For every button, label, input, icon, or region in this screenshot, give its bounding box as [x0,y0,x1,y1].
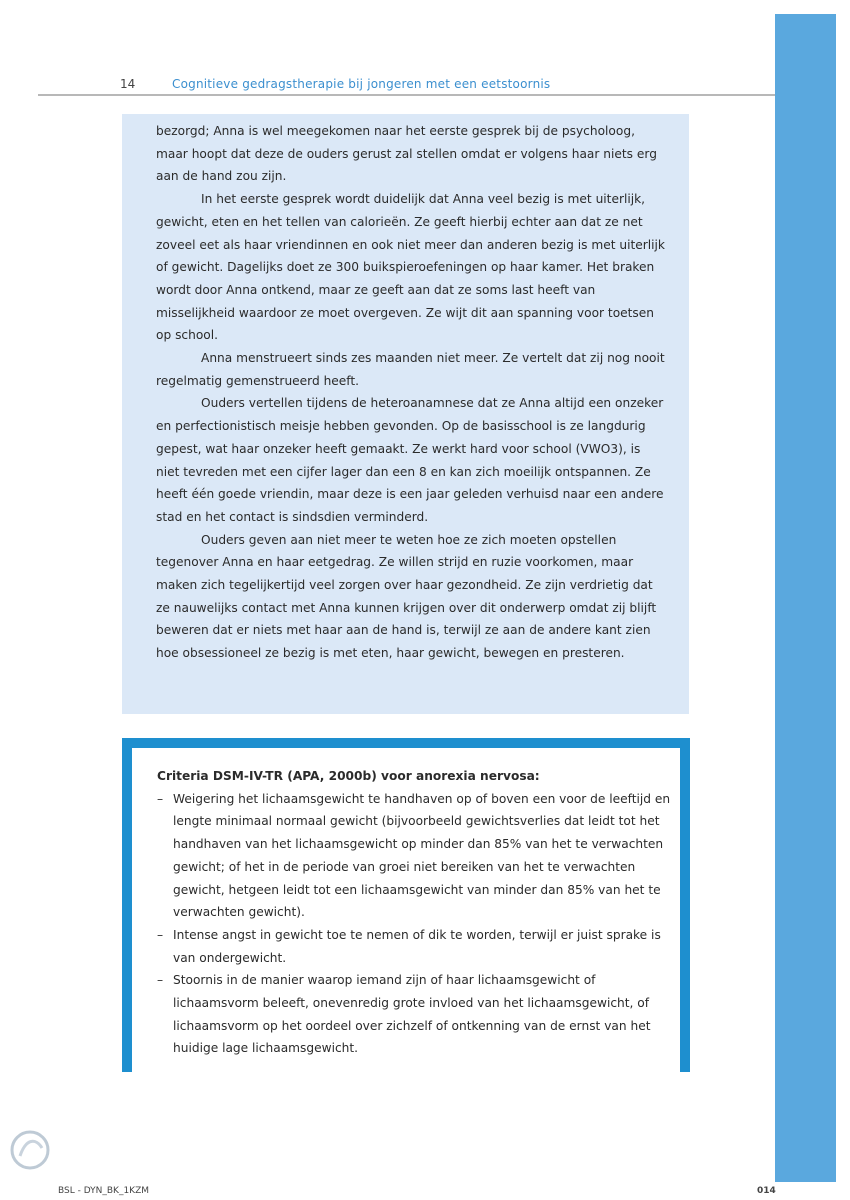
criteria-list [157,788,672,1060]
case-paragraph: In het eerste gesprek wordt duidelijk dat Anna veel bezig is met uiterlijk, gewicht, eten en het tellen van calorieën. Ze geeft hierbij echter aan dat ze net zoveel eet als haar vriendinnen en ook niet meer dan anderen bezig is met uiterlijk of gewicht. Dagelijks doet ze 300 buikspieroefeningen op haar kamer. Het braken wordt door Anna ontkend, maar ze geeft aan dat ze soms last heeft van misselijkheid waardoor ze moet overgeven. Ze wijt dit aan spanning voor toetsen op school. [156,192,665,343]
criteria-box-left-border [122,738,132,1072]
criteria-item [157,969,672,1060]
criteria-box-right-border [680,738,690,1072]
criteria-item-text: Stoornis in de manier waarop iemand zijn of haar lichaamsgewicht of lichaamsvorm beleeft, onevenredig grote invloed van het lichaamsgewicht, of lichaamsvorm op het oordeel over zichzelf of ontkenning van de ernst van het huidige lage lichaamsgewicht. [173,973,651,1056]
dash-bullet: – [157,791,164,806]
case-paragraph: bezorgd; Anna is wel meegekomen naar het eerste gesprek bij de psycholoog, maar hoopt dat deze de ouders gerust zal stellen omdat er volgens haar niets erg aan de hand zou zijn. [156,124,657,184]
criteria-box-top-border [122,738,690,748]
running-title: Cognitieve gedragstherapie bij jongeren met een eetstoornis [172,77,551,91]
page-header [120,74,760,94]
watermark-logo-icon [8,1128,52,1172]
header-divider [38,94,775,96]
criteria-item-text: Intense angst in gewicht toe te nemen of dik te worden, terwijl er juist sprake is van ondergewicht. [173,927,661,965]
criteria-box [122,738,690,1072]
footer-code: BSL - DYN_BK_1KZM [58,1186,150,1196]
criteria-item [157,924,672,969]
criteria-title: Criteria DSM-IV-TR (APA, 2000b) voor anorexia nervosa: [157,769,540,783]
dash-bullet: – [157,973,164,988]
footer-page-code: 014 [757,1186,776,1196]
case-text [156,120,666,665]
page-number: 14 [120,77,136,91]
criteria-item [157,788,672,924]
case-paragraph: Ouders geven aan niet meer te weten hoe ze zich moeten opstellen tegenover Anna en haar eetgedrag. Ze willen strijd en ruzie voorkomen, maar maken zich tegelijkertijd veel zorgen over haar gezondheid. Ze zijn verdrietig dat ze nauwelijks contact met Anna kunnen krijgen over dit onderwerp omdat zij blijft beweren dat er niets met haar aan de hand is, terwijl ze aan de andere kant zien hoe obsessioneel ze bezig is met eten, haar gewicht, bewegen en presteren. [156,532,657,661]
case-paragraph: Ouders vertellen tijdens de heteroanamnese dat ze Anna altijd een onzeker en perfectionistisch meisje hebben gevonden. Op de basisschool is ze langdurig gepest, wat haar onzeker heeft gemaakt. Ze werkt hard voor school (VWO3), is niet tevreden met een cijfer lager dan een 8 en kan zich moeilijk ontspannen. Ze heeft één goede vriendin, maar deze is een jaar geleden verhuisd naar een andere stad en het contact is sindsdien verminderd. [156,396,664,524]
dash-bullet: – [157,927,164,942]
case-description-box [122,114,689,714]
criteria-text [157,765,672,1060]
criteria-item-text: Weigering het lichaamsgewicht te handhaven op of boven een voor de leeftijd en lengte minimaal normaal gewicht (bijvoorbeeld gewichtsverlies dat leidt tot het handhaven van het lichaamsgewicht op minder dan 85% van het te verwachten gewicht; of het in de periode van groei niet bereiken van het te verwachten gewicht, hetgeen leidt tot een lichaamsgewicht van minder dan 85% van het te verwachten gewicht). [173,791,671,920]
side-color-tab [775,14,836,1182]
case-paragraph: Anna menstrueert sinds zes maanden niet meer. Ze vertelt dat zij nog nooit regelmatig gemenstrueerd heeft. [156,351,665,388]
